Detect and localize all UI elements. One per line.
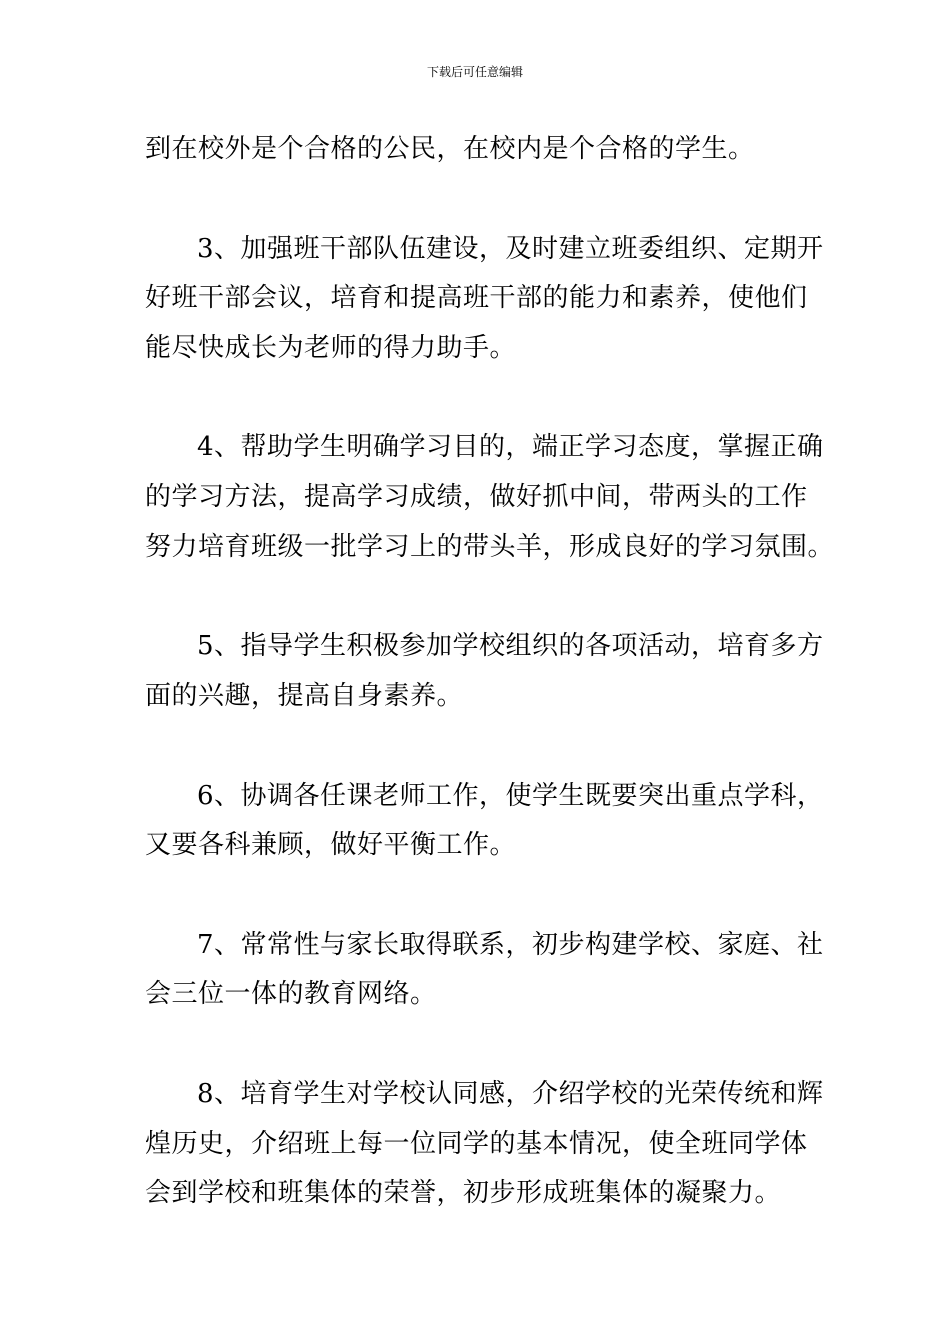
text-line: 面的兴趣，提高自身素养。 <box>145 681 464 711</box>
text-line: 努力培育班级一批学习上的带头羊，形成良好的学习氛围。 <box>145 532 835 562</box>
text-line: 4、帮助学生明确学习目的，端正学习态度，掌握正确 <box>197 432 824 462</box>
text-line: 8、培育学生对学校认同感，介绍学校的光荣传统和辉 <box>197 1079 824 1109</box>
page-header: 下载后可任意编辑 <box>426 65 523 79</box>
text-line: 的学习方法，提高学习成绩，做好抓中间，带两头的工作 <box>145 482 808 512</box>
text-line: 又要各科兼顾，做好平衡工作。 <box>145 830 517 860</box>
text-line: 5、指导学生积极参加学校组织的各项活动，培育多方 <box>197 631 824 661</box>
text-line: 好班干部会议，培育和提高班干部的能力和素养，使他们 <box>145 283 808 313</box>
text-line: 7、常常性与家长取得联系，初步构建学校、家庭、社 <box>197 930 824 960</box>
text-line: 到在校外是个合格的公民，在校内是个合格的学生。 <box>145 134 755 164</box>
text-line: 能尽快成长为老师的得力助手。 <box>145 333 517 363</box>
text-line: 会到学校和班集体的荣誉，初步形成班集体的凝聚力。 <box>145 1178 782 1208</box>
text-line: 3、加强班干部队伍建设，及时建立班委组织、定期开 <box>197 234 824 264</box>
text-line: 煌历史，介绍班上每一位同学的基本情况，使全班同学体 <box>145 1129 808 1159</box>
text-line: 会三位一体的教育网络。 <box>145 979 437 1009</box>
text-line: 6、协调各任课老师工作，使学生既要突出重点学科， <box>197 781 824 811</box>
